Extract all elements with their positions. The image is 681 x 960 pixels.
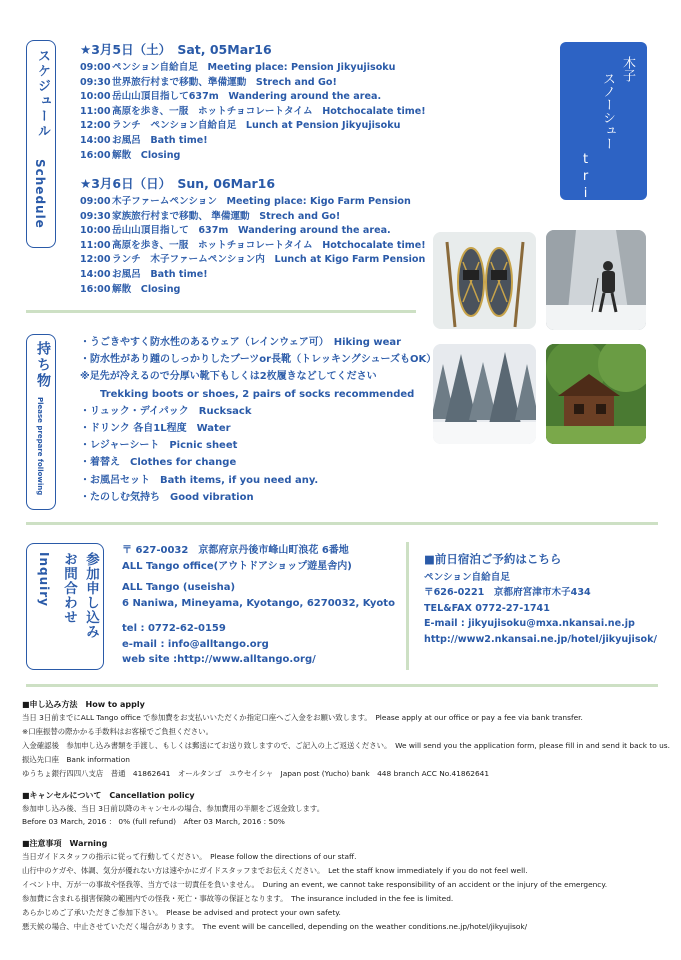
- lodging-email[interactable]: E-mail : jikyujisoku@mxa.nkansai.ne.jp: [424, 618, 635, 629]
- snowshoes-icon: [433, 232, 536, 329]
- title-line3: trip: [578, 152, 593, 220]
- note-line: 参加申し込み後、当日 3日前以降のキャンセルの場合、参加費用の半額をご返金致します。: [22, 803, 325, 813]
- schedule-row: 14:00 お風呂 Bath time!: [80, 134, 208, 146]
- warning-heading: ■注意事項 Warning: [22, 839, 108, 849]
- cabin-photo: [546, 344, 646, 444]
- list-item: ・防水性があり踵のしっかりしたブーツor長靴（トレッキングシューズもOK）: [80, 354, 437, 366]
- note-line: 入金確認後 参加申し込み書類を手渡し、もしくは郵送にてお送り致しますので、ご記入の上ご返送ください。 We will send you the application form, please fill in and send it back to us.: [22, 740, 670, 750]
- note-line: ゆうちょ銀行四四八支店 普通 41862641 オールタンゴ ユウセイシャ Japan post (Yucho) bank 448 branch ACC No.41862641: [22, 768, 490, 778]
- section-divider: [26, 310, 416, 313]
- lodging-website[interactable]: http://www2.nkansai.ne.jp/hotel/jikyujisok/: [424, 633, 658, 645]
- snowy-forest-icon: [433, 344, 536, 444]
- schedule-row: 09:00 ペンション自給自足 Meeting place: Pension Jikyujisoku: [80, 62, 396, 73]
- note-line: 参加費に含まれる損害保険の範囲内での怪我・死亡・事故等の保証となります。 The insurance included in the fee is limited.: [22, 894, 454, 904]
- lodging-info: [424, 552, 657, 647]
- title-card: [560, 42, 647, 220]
- lodging-name: ペンション自給自足: [424, 571, 510, 583]
- apply-heading: ■申し込み方法 How to apply: [22, 700, 145, 709]
- list-item: ・レジャーシート Picnic sheet: [80, 440, 238, 452]
- inquiry-office: ALL Tango office(アウトドアショップ遊星舎内): [122, 560, 352, 572]
- belongings-label-en: Please prepare following: [36, 397, 44, 496]
- inquiry-label-jp2: お問合わせ: [61, 552, 77, 625]
- schedule-row: 10:00 岳山山頂目指して637m Wandering around the area.: [80, 91, 382, 103]
- list-item: ※足先が冷えるので分厚い靴下もしくは2枚履きなどしてください: [80, 371, 377, 383]
- snowshoes-photo: [433, 232, 536, 329]
- note-line: あらかじめご了承いただきご参加下さい。 Please be advised and protect your own safety.: [22, 907, 341, 917]
- list-item: ・うごきやすく防水性のあるウェア（レインウェア可） Hiking wear: [80, 337, 402, 348]
- note-line: 山行中のケガや、体調、気分が優れない方は速やかにガイドスタッフまでお伝えください。 Let the staff know immediately if you do not feel well.: [22, 866, 528, 876]
- schedule-row: 16:00 解散 Closing: [80, 283, 181, 295]
- belongings-list: [80, 334, 436, 506]
- note-line: 当日ガイドスタッフの指示に従って行動してください。 Please follow the directions of our staff.: [22, 852, 357, 862]
- hiker-photo: [546, 230, 646, 330]
- list-item: ・リュック・デイパック Rucksack: [80, 405, 252, 417]
- inquiry-label-box: [26, 543, 104, 670]
- section-divider: [26, 684, 658, 687]
- list-item: ・たのしむ気持ち Good vibration: [80, 491, 254, 503]
- cabin-icon: [546, 344, 646, 444]
- schedule-row: 12:00 ランチ 木子ファームペンション内 Lunch at Kigo Farm Pension: [80, 254, 426, 266]
- list-item: ・ドリンク 各自1L程度 Water: [80, 422, 231, 434]
- lodging-address: 〒626-0221 京都府宮津市木子434: [424, 587, 591, 598]
- schedule-row: 09:30 世界旅行村まで移動、準備運動 Strech and Go!: [80, 76, 337, 88]
- inquiry-label-jp1: 参加申し込み: [83, 552, 99, 639]
- inquiry-office-en: ALL Tango (useisha): [122, 582, 236, 593]
- snowy-forest-photo: [433, 344, 536, 444]
- schedule-label-jp: スケジュール: [35, 49, 50, 139]
- belongings-label-jp: 持ち物: [35, 341, 51, 389]
- inquiry-address: 〒 627-0032 京都府京丹後市峰山町浪花 6番地: [122, 545, 349, 556]
- inquiry-address-en: 6 Naniwa, Mineyama, Kyotango, 6270032, Kyoto: [122, 597, 395, 609]
- schedule-day2: [80, 174, 426, 297]
- note-line: ※口座振替の際かかる手数料はお客様でご負担ください。: [22, 726, 213, 736]
- list-item: ・お風呂セット Bath items, if you need any.: [80, 474, 319, 486]
- inquiry-label-en: Inquiry: [37, 552, 51, 607]
- hiker-icon: [546, 230, 646, 330]
- schedule-row: 10:00 岳山山頂目指して 637m Wandering around the area.: [80, 225, 391, 237]
- schedule-label-en: Schedule: [33, 159, 47, 229]
- title-line1: 木子: [620, 56, 635, 82]
- lodging-heading: ■前日宿泊ご予約はこちら: [424, 552, 562, 566]
- note-line: イベント中、万が一の事故や怪我等、当方では一切責任を負いません。 During an event, we cannot take responsibility of an accident or the injury of the emergency.: [22, 880, 608, 890]
- inquiry-tel: tel : 0772-62-0159: [122, 623, 226, 634]
- schedule-day1: [80, 40, 426, 163]
- note-line: 悪天候の場合、中止させていただく場合があります。 The event will be cancelled, depending on the weather conditions.ne.jp/hotel/jikyujisok/: [22, 921, 528, 931]
- schedule-row: 11:00 高原を歩き、一服 ホットチョコレートタイム Hotchocalate time!: [80, 105, 426, 117]
- cancel-heading: ■キャンセルについて Cancellation policy: [22, 790, 195, 800]
- list-item: ・着替え Clothes for change: [80, 457, 237, 469]
- note-line: 当日 3日前までにALL Tango office で参加費をお支払いいただくか指定口座へご入金をお願い致します。 Please apply at our office or pay a fee via bank transfer.: [22, 713, 583, 722]
- lodging-tel: TEL&FAX 0772-27-1741: [424, 602, 550, 614]
- list-item: Trekking boots or shoes, 2 pairs of socks recommended: [100, 388, 415, 400]
- schedule-row: 12:00 ランチ ペンション自給自足 Lunch at Pension Jikyujisoku: [80, 120, 401, 132]
- day1-heading: ★3月5日（土） Sat, 05Mar16: [80, 42, 272, 57]
- schedule-row: 09:00 木子ファームペンション Meeting place: Kigo Farm Pension: [80, 196, 411, 207]
- belongings-label-box: [26, 334, 56, 510]
- note-line: 振込先口座 Bank information: [22, 754, 130, 764]
- inquiry-website[interactable]: web site :http://www.alltango.org/: [122, 654, 316, 665]
- title-line2: スノーシュー: [600, 72, 615, 150]
- inquiry-info: [122, 543, 395, 668]
- section-divider: [26, 522, 658, 525]
- schedule-row: 11:00 高原を歩き、一服 ホットチョコレートタイム Hotchocalate time!: [80, 239, 426, 251]
- note-line: Before 03 March, 2016 ： 0% (full refund) After 03 March, 2016 : 50%: [22, 817, 285, 827]
- notes: [22, 698, 672, 934]
- day2-heading: ★3月6日（日） Sun, 06Mar16: [80, 176, 276, 191]
- vertical-divider: [406, 542, 409, 670]
- schedule-row: 09:30 家族旅行村まで移動、 準備運動 Strech and Go!: [80, 210, 341, 222]
- schedule-row: 16:00 解散 Closing: [80, 149, 181, 161]
- inquiry-email[interactable]: e-mail : info@alltango.org: [122, 638, 269, 650]
- schedule-row: 14:00 お風呂 Bath time!: [80, 268, 208, 280]
- schedule-label-box: [26, 40, 56, 248]
